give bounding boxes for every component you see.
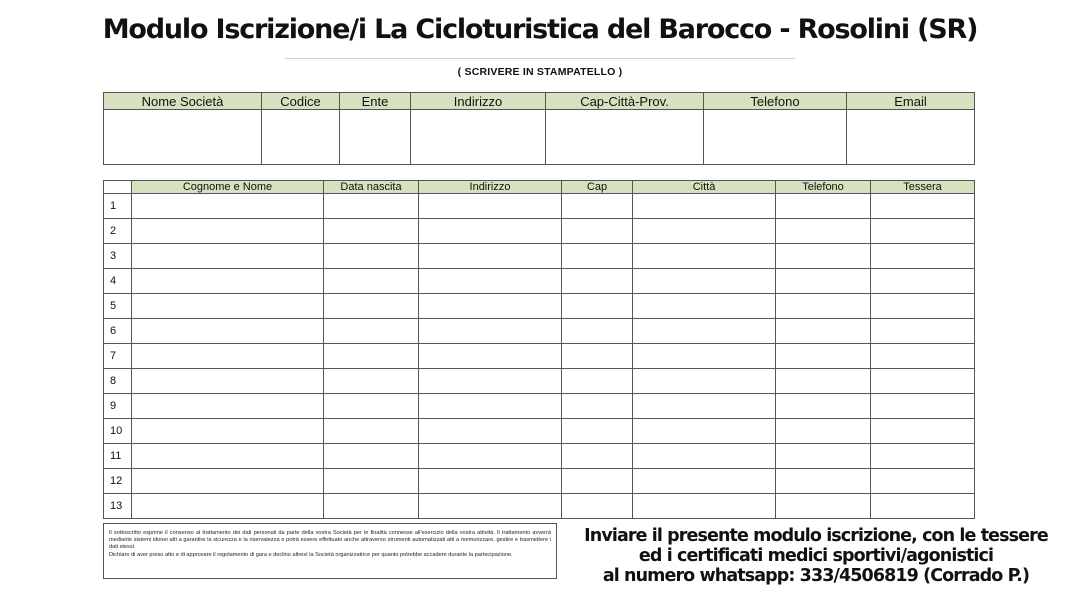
cell-telefono[interactable] — [776, 394, 871, 419]
cell-cap[interactable] — [562, 244, 633, 269]
cell-tessera[interactable] — [871, 319, 975, 344]
cell-citta[interactable] — [633, 394, 776, 419]
cell-citta[interactable] — [633, 219, 776, 244]
header-ente: Ente — [340, 93, 411, 110]
form-subtitle: ( SCRIVERE IN STAMPATELLO ) — [457, 66, 623, 78]
cell-indirizzo[interactable] — [419, 444, 562, 469]
cell-citta[interactable] — [633, 494, 776, 519]
cell-citta[interactable] — [633, 419, 776, 444]
consent-paragraph: Dichiaro di aver preso atto e di approvare il regolamento di gara e declino altresì la Società organizzatrice per quanto potrebbe accadere durante la partecipazione. — [109, 551, 513, 558]
cell-data-nascita[interactable] — [324, 319, 419, 344]
cell-cognome-nome[interactable] — [132, 244, 324, 269]
header-telefono: Telefono — [704, 93, 847, 110]
cell-indirizzo[interactable] — [419, 494, 562, 519]
cell-cognome-nome[interactable] — [132, 494, 324, 519]
header-telefono: Telefono — [776, 181, 871, 194]
cell-telefono[interactable] — [776, 344, 871, 369]
cell-indirizzo[interactable] — [419, 244, 562, 269]
privacy-consent-box — [103, 523, 557, 579]
table-row — [104, 219, 975, 244]
cell-data-nascita[interactable] — [324, 194, 419, 219]
cell-data-nascita[interactable] — [324, 394, 419, 419]
field-nome-societa[interactable] — [104, 110, 262, 165]
members-header-row — [104, 181, 975, 194]
cell-citta[interactable] — [633, 444, 776, 469]
cell-cognome-nome[interactable] — [132, 194, 324, 219]
cell-telefono[interactable] — [776, 444, 871, 469]
cell-data-nascita[interactable] — [324, 444, 419, 469]
cell-tessera[interactable] — [871, 344, 975, 369]
cell-indirizzo[interactable] — [419, 319, 562, 344]
submission-notice — [566, 526, 1066, 586]
notice-line: al numero whatsapp: 333/4506819 (Corrado P.) — [602, 566, 1030, 586]
cell-data-nascita[interactable] — [324, 244, 419, 269]
row-number: 9 — [104, 394, 132, 419]
cell-data-nascita[interactable] — [324, 469, 419, 494]
cell-cognome-nome[interactable] — [132, 219, 324, 244]
cell-cap[interactable] — [562, 319, 633, 344]
cell-indirizzo[interactable] — [419, 219, 562, 244]
cell-telefono[interactable] — [776, 219, 871, 244]
cell-data-nascita[interactable] — [324, 494, 419, 519]
row-number: 12 — [104, 469, 132, 494]
cell-cognome-nome[interactable] — [132, 369, 324, 394]
cell-tessera[interactable] — [871, 294, 975, 319]
cell-cognome-nome[interactable] — [132, 444, 324, 469]
cell-cognome-nome[interactable] — [132, 269, 324, 294]
cell-citta[interactable] — [633, 294, 776, 319]
row-number: 7 — [104, 344, 132, 369]
table-row — [104, 394, 975, 419]
field-email[interactable] — [847, 110, 975, 165]
cell-tessera[interactable] — [871, 369, 975, 394]
cell-citta[interactable] — [633, 469, 776, 494]
members-table — [103, 180, 975, 519]
header-cap-citta-prov: Cap-Città-Prov. — [546, 93, 704, 110]
cell-tessera[interactable] — [871, 419, 975, 444]
row-number: 1 — [104, 194, 132, 219]
field-cap-citta-prov[interactable] — [546, 110, 704, 165]
cell-telefono[interactable] — [776, 369, 871, 394]
cell-cap[interactable] — [562, 419, 633, 444]
field-ente[interactable] — [340, 110, 411, 165]
cell-telefono[interactable] — [776, 319, 871, 344]
cell-cognome-nome[interactable] — [132, 469, 324, 494]
table-row — [104, 294, 975, 319]
cell-cap[interactable] — [562, 394, 633, 419]
cell-tessera[interactable] — [871, 394, 975, 419]
cell-indirizzo[interactable] — [419, 294, 562, 319]
cell-indirizzo[interactable] — [419, 394, 562, 419]
table-row — [104, 444, 975, 469]
row-number: 10 — [104, 419, 132, 444]
cell-indirizzo[interactable] — [419, 344, 562, 369]
form-title: Modulo Iscrizione/i La Cicloturistica del Barocco - Rosolini (SR) — [102, 14, 978, 45]
cell-cap[interactable] — [562, 344, 633, 369]
field-telefono[interactable] — [704, 110, 847, 165]
row-number: 11 — [104, 444, 132, 469]
header-row-number — [104, 181, 132, 194]
cell-data-nascita[interactable] — [324, 219, 419, 244]
notice-line: ed i certificati medici sportivi/agonistici — [638, 546, 994, 566]
cell-citta[interactable] — [633, 244, 776, 269]
consent-paragraph: Il sottoscritto esprime il consenso al trattamento dei dati personali da parte della vostra Società per le finalità connesse all'esercizio della vostra attività. Il trattamento avverrà mediante sistemi idonei atti a garantire la sicurezza e la riservatezza e potrà essere effettuato anche attraverso strumenti automatizzati atti a memorizzare, gestire e trasmettere i dati stessi. — [109, 530, 551, 551]
header-codice: Codice — [262, 93, 340, 110]
cell-cap[interactable] — [562, 219, 633, 244]
cell-cognome-nome[interactable] — [132, 394, 324, 419]
cell-indirizzo[interactable] — [419, 194, 562, 219]
title-divider — [285, 58, 795, 59]
table-row — [104, 369, 975, 394]
notice-line: Inviare il presente modulo iscrizione, con le tessere — [584, 526, 1048, 546]
table-row — [104, 344, 975, 369]
table-row — [104, 419, 975, 444]
row-number: 4 — [104, 269, 132, 294]
cell-cap[interactable] — [562, 469, 633, 494]
cell-tessera[interactable] — [871, 194, 975, 219]
cell-citta[interactable] — [633, 269, 776, 294]
field-indirizzo[interactable] — [411, 110, 546, 165]
table-row — [104, 194, 975, 219]
cell-data-nascita[interactable] — [324, 269, 419, 294]
cell-indirizzo[interactable] — [419, 369, 562, 394]
cell-telefono[interactable] — [776, 494, 871, 519]
cell-indirizzo[interactable] — [419, 269, 562, 294]
header-email: Email — [847, 93, 975, 110]
cell-citta[interactable] — [633, 194, 776, 219]
cell-tessera[interactable] — [871, 469, 975, 494]
header-tessera: Tessera — [871, 181, 975, 194]
row-number: 5 — [104, 294, 132, 319]
row-number: 6 — [104, 319, 132, 344]
cell-telefono[interactable] — [776, 269, 871, 294]
row-number: 2 — [104, 219, 132, 244]
cell-cap[interactable] — [562, 444, 633, 469]
society-table — [103, 92, 975, 165]
table-row — [104, 319, 975, 344]
cell-data-nascita[interactable] — [324, 294, 419, 319]
cell-indirizzo[interactable] — [419, 419, 562, 444]
cell-cap[interactable] — [562, 294, 633, 319]
cell-tessera[interactable] — [871, 244, 975, 269]
cell-data-nascita[interactable] — [324, 369, 419, 394]
row-number: 8 — [104, 369, 132, 394]
field-codice[interactable] — [262, 110, 340, 165]
cell-cognome-nome[interactable] — [132, 344, 324, 369]
cell-cognome-nome[interactable] — [132, 319, 324, 344]
row-number: 3 — [104, 244, 132, 269]
cell-tessera[interactable] — [871, 269, 975, 294]
header-cognome-nome: Cognome e Nome — [132, 181, 324, 194]
cell-telefono[interactable] — [776, 244, 871, 269]
table-row — [104, 269, 975, 294]
cell-cognome-nome[interactable] — [132, 419, 324, 444]
header-citta: Città — [633, 181, 776, 194]
cell-telefono[interactable] — [776, 194, 871, 219]
cell-telefono[interactable] — [776, 294, 871, 319]
table-row — [104, 494, 975, 519]
header-indirizzo: Indirizzo — [411, 93, 546, 110]
cell-indirizzo[interactable] — [419, 469, 562, 494]
cell-cap[interactable] — [562, 194, 633, 219]
cell-tessera[interactable] — [871, 219, 975, 244]
cell-citta[interactable] — [633, 344, 776, 369]
cell-citta[interactable] — [633, 319, 776, 344]
cell-cap[interactable] — [562, 494, 633, 519]
header-cap: Cap — [562, 181, 633, 194]
society-header-row — [104, 93, 975, 110]
society-entry-row — [104, 110, 975, 165]
table-row — [104, 244, 975, 269]
cell-cognome-nome[interactable] — [132, 294, 324, 319]
header-indirizzo: Indirizzo — [419, 181, 562, 194]
cell-telefono[interactable] — [776, 419, 871, 444]
cell-tessera[interactable] — [871, 494, 975, 519]
table-row — [104, 469, 975, 494]
header-data-nascita: Data nascita — [324, 181, 419, 194]
header-nome-societa: Nome Società — [104, 93, 262, 110]
cell-cap[interactable] — [562, 269, 633, 294]
cell-data-nascita[interactable] — [324, 344, 419, 369]
cell-citta[interactable] — [633, 369, 776, 394]
cell-tessera[interactable] — [871, 444, 975, 469]
cell-telefono[interactable] — [776, 469, 871, 494]
cell-cap[interactable] — [562, 369, 633, 394]
row-number: 13 — [104, 494, 132, 519]
cell-data-nascita[interactable] — [324, 419, 419, 444]
